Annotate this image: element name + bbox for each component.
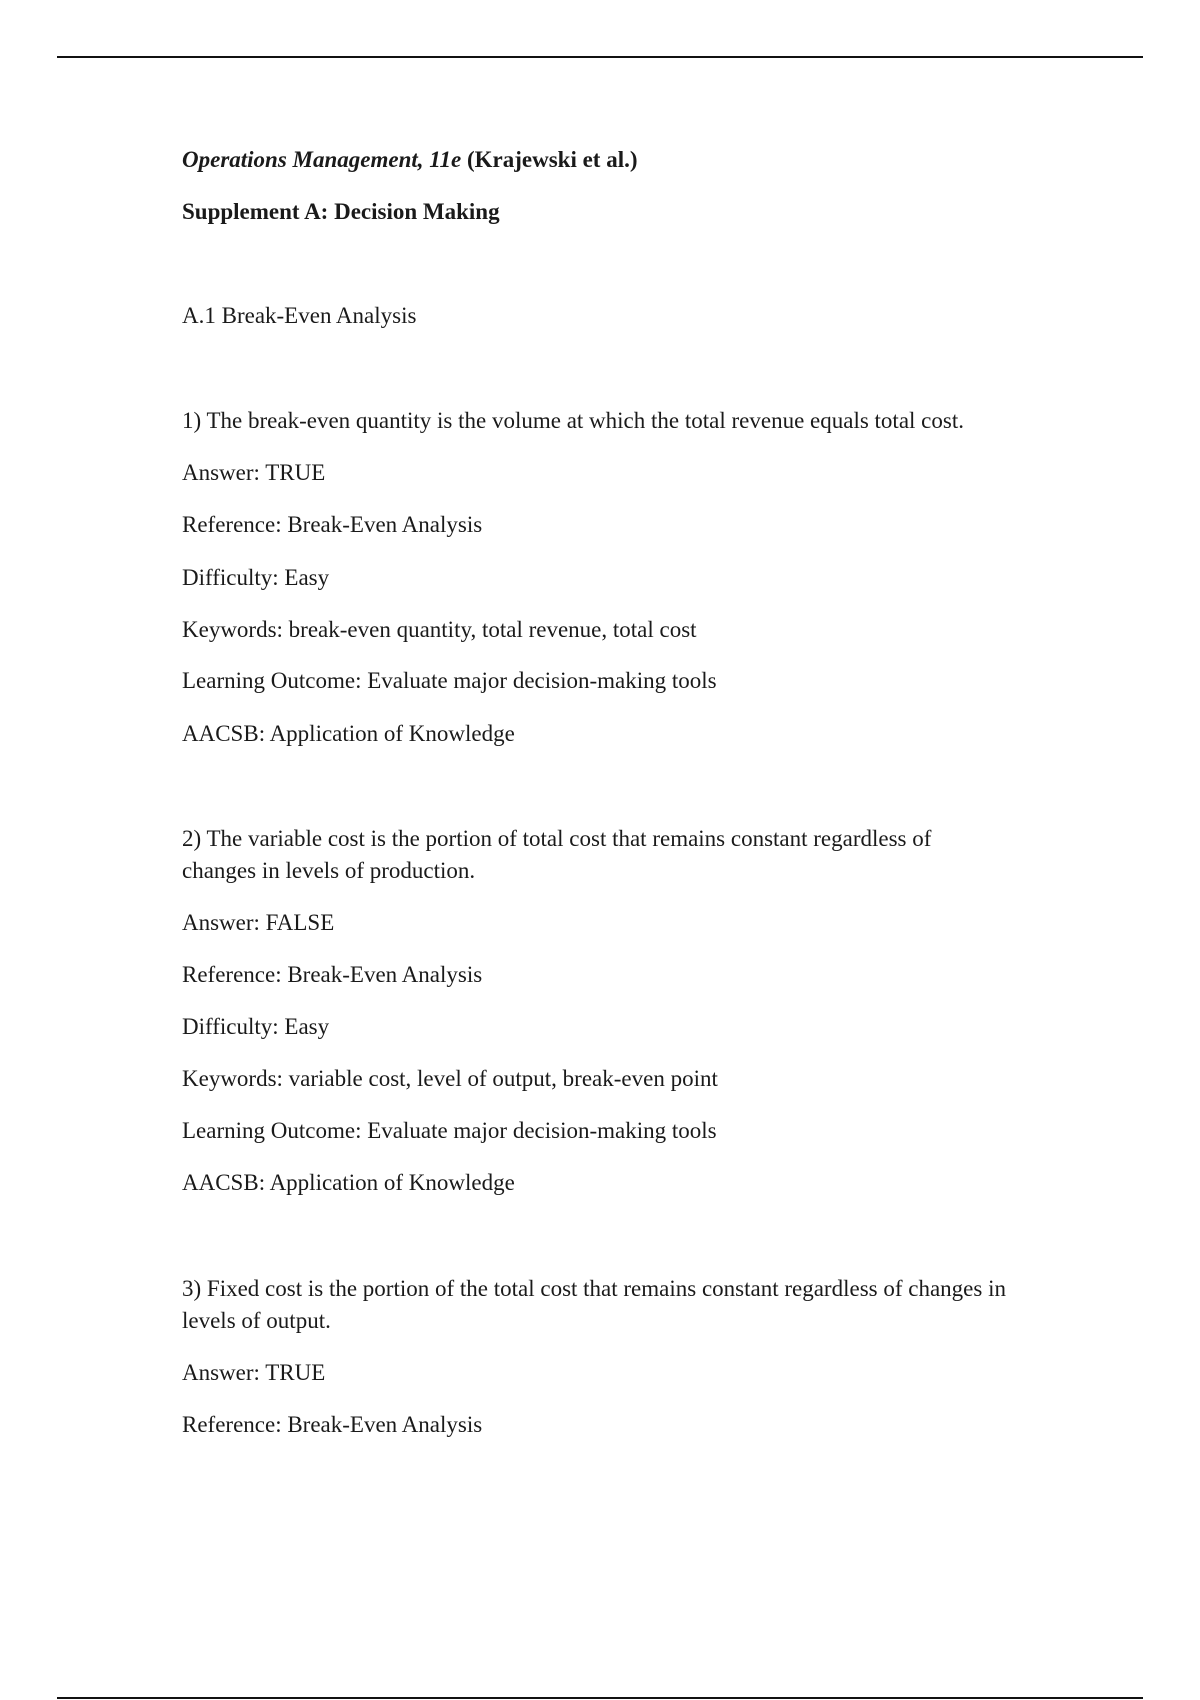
question-1-difficulty: Difficulty: Easy <box>182 565 330 590</box>
question-3-text-line-2: levels of output. <box>182 1308 331 1333</box>
question-3-reference: Reference: Break-Even Analysis <box>182 1412 483 1437</box>
question-2-learning-outcome: Learning Outcome: Evaluate major decision-making tools <box>182 1118 717 1143</box>
question-1-text: 1) The break-even quantity is the volume at which the total revenue equals total cost. <box>182 408 964 433</box>
question-1-reference: Reference: Break-Even Analysis <box>182 512 483 537</box>
book-title-line <box>182 144 638 176</box>
question-2-difficulty: Difficulty: Easy <box>182 1014 330 1039</box>
bottom-rule <box>57 1697 1143 1699</box>
question-1-answer: Answer: TRUE <box>182 460 326 485</box>
question-2-text-line-2: changes in levels of production. <box>182 858 476 883</box>
question-3-text-line-1: 3) Fixed cost is the portion of the total cost that remains constant regardless of changes in <box>182 1276 1006 1301</box>
book-authors: (Krajewski et al.) <box>466 147 638 172</box>
question-2-answer: Answer: FALSE <box>182 910 335 935</box>
section-title: A.1 Break-Even Analysis <box>182 303 417 328</box>
question-1-learning-outcome: Learning Outcome: Evaluate major decision-making tools <box>182 668 717 693</box>
question-3-answer: Answer: TRUE <box>182 1360 326 1385</box>
question-2-aacsb: AACSB: Application of Knowledge <box>182 1170 515 1195</box>
top-rule <box>57 56 1143 58</box>
supplement-title: Supplement A: Decision Making <box>182 199 500 224</box>
question-1-aacsb: AACSB: Application of Knowledge <box>182 721 515 746</box>
question-2-reference: Reference: Break-Even Analysis <box>182 962 483 987</box>
question-2-text-line-1: 2) The variable cost is the portion of total cost that remains constant regardless of <box>182 826 932 851</box>
question-2-keywords: Keywords: variable cost, level of output, break-even point <box>182 1066 718 1091</box>
book-title: Operations Management, 11e <box>182 147 462 172</box>
question-1-keywords: Keywords: break-even quantity, total revenue, total cost <box>182 617 697 642</box>
